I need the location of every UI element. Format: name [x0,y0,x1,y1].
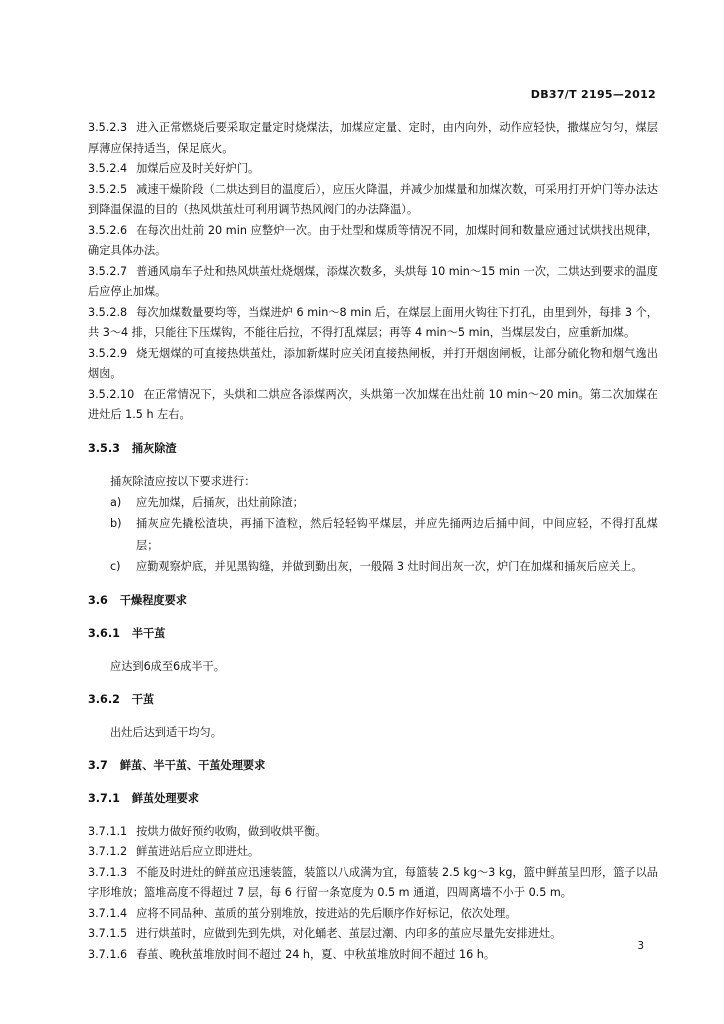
clause-text: 烧无烟煤的可直接热烘茧灶，添加新煤时应关闭直接热闸板，并打开烟囱闸板，让部分硫化物和烟气逸出烟囱。 [88,346,658,380]
clause-3-7-1-2 [88,842,658,863]
clause-number: 3.5.2.10 [88,387,135,401]
clause-3-7-1-5 [88,924,658,945]
standard-code: DB37/T 2195—2012 [530,88,656,101]
clause-3-5-2-6 [88,221,658,262]
body-text: 应达到6成至6成半干。 [110,659,225,673]
clause-number: 3.5.2.8 [88,305,128,319]
clause-text: 春茧、晚秋茧堆放时间不超过 24 h，夏、中秋茧堆放时间不超过 16 h。 [136,947,496,961]
clause-3-5-2-10 [88,385,658,426]
list-marker: b) [110,517,122,530]
clause-3-7-1-6 [88,945,658,966]
clause-text: 不能及时进灶的鲜茧应迅速装篮，装篮以八成满为宜，每篮装 2.5 kg～3 kg，篮中鲜茧呈凹形，篮子以品字形堆放；篮堆高度不得超过 7 层，每 6 行留一条宽度为 0.5 m 通道，四周离墙不小于 0.5 m。 [88,865,658,899]
clause-text: 进入正常燃烧后要采取定量定时烧煤法，加煤应定量、定时，由内向外，动作应轻快，撒煤应匀匀，煤层厚薄应保持适当，保足底火。 [88,121,658,155]
heading-title: 干茧 [131,692,155,706]
heading-3-7-1 [88,789,658,809]
list-marker: a) [110,495,122,509]
clause-number: 3.5.2.5 [88,182,128,196]
clause-number: 3.5.2.4 [88,162,128,175]
list-item [88,513,658,556]
heading-title: 鲜茧处理要求 [131,791,199,805]
clause-text: 应将不同品种、茧质的茧分别堆放，按进站的先后顺序作好标记，依次处理。 [136,906,517,920]
list-marker: c) [110,560,121,573]
clause-text: 每次加煤数量要均等，当煤进炉 6 min～8 min 后，在煤层上面用火钩往下打孔，由里到外，每排 3 个，共 3～4 排，只能往下压煤钩，不能往后拉，不得打乱煤层；再等 4 min～5 min，当煤层发白，应重新加煤。 [88,305,658,339]
clause-3-7-1-3 [88,863,658,904]
body-text: 出灶后达到适干均匀。 [110,725,222,739]
heading-number: 3.7.1 [88,791,120,805]
heading-number: 3.6.2 [88,692,120,706]
list-text: 捅灰应先撬松渣块，再捅下渣粒，然后轻轻钩平煤层，并应先捅两边后捅中间，中间应轻，不得打乱煤层； [136,517,658,552]
clause-text: 鲜茧进站后应立即进灶。 [136,845,260,858]
list-item [88,556,658,578]
clause-text: 加煤后应及时关好炉门。 [136,162,260,175]
clause-3-5-2-7 [88,262,658,303]
clause-number: 3.7.1.5 [88,927,128,940]
clause-number: 3.5.2.6 [88,223,128,237]
list-item [88,492,658,514]
clause-number: 3.7.1.1 [88,824,128,838]
heading-3-6 [88,591,658,611]
heading-3-6-2 [88,690,658,710]
clause-3-5-2-4 [88,159,658,180]
clause-number: 3.5.2.9 [88,346,128,360]
list-text: 应勤观察炉底，并见黑钩缝，并做到勤出灰，一般隔 3 灶时间出灰一次，炉门在加煤和捅灰后应关上。 [136,560,643,573]
list-text: 应先加煤，后捅灰，出灶前除渣； [136,495,304,509]
clause-number: 3.7.1.6 [88,947,128,961]
intro-text: 捅灰除渣应按以下要求进行： [110,474,256,488]
clause-3-5-2-8 [88,303,658,344]
heading-title: 鲜茧、半干茧、干茧处理要求 [119,758,266,772]
clause-number: 3.7.1.2 [88,845,128,858]
clause-number: 3.7.1.4 [88,906,128,920]
page-content [88,118,658,965]
heading-title: 半干茧 [131,626,166,640]
clause-text: 普通风扇车子灶和热风烘茧灶烧烟煤，添煤次数多，头烘每 10 min～15 min 一次，二烘达到要求的温度后应停止加煤。 [88,264,658,298]
clause-number: 3.5.2.7 [88,264,128,278]
heading-number: 3.5.3 [88,441,120,455]
heading-title: 捅灰除渣 [131,441,177,455]
clause-3-5-2-9 [88,344,658,385]
clause-3-7-1-1 [88,822,658,843]
clause-number: 3.7.1.3 [88,865,128,879]
clause-text: 进行烘茧时，应做到先到先烘，对化蛹老、茧层过潮、内印多的茧应尽量先安排进灶。 [136,927,562,940]
clause-text: 减速干燥阶段（二烘达到目的温度后），应压火降温，并减少加煤量和加煤次数，可采用打开炉门等办法达到降温保温的目的（热风烘茧灶可利用调节热风阀门的办法降温）。 [88,182,658,216]
clause-text: 在正常情况下，头烘和二烘应各添煤两次，头烘第一次加煤在出灶前 10 min～20 min。第二次加煤在进灶后 1.5 h 左右。 [88,387,658,421]
clause-3-5-2-3 [88,118,658,159]
clause-text: 在每次出灶前 20 min 应整炉一次。由于灶型和煤质等情况不同，加煤时间和数量应通过试烘找出规律，确定具体办法。 [88,223,658,257]
page-number: 3 [637,940,644,952]
clause-number: 3.5.2.3 [88,121,128,134]
clause-3-7-1-4 [88,904,658,925]
heading-3-5-3 [88,439,658,459]
heading-3-7 [88,756,658,776]
heading-number: 3.7 [88,758,108,772]
clause-text: 按烘力做好预约收购，做到收烘平衡。 [136,824,327,838]
heading-number: 3.6 [88,593,108,607]
heading-number: 3.6.1 [88,626,120,640]
clause-3-5-2-5 [88,180,658,221]
heading-title: 干燥程度要求 [119,593,187,607]
heading-3-6-1 [88,624,658,644]
